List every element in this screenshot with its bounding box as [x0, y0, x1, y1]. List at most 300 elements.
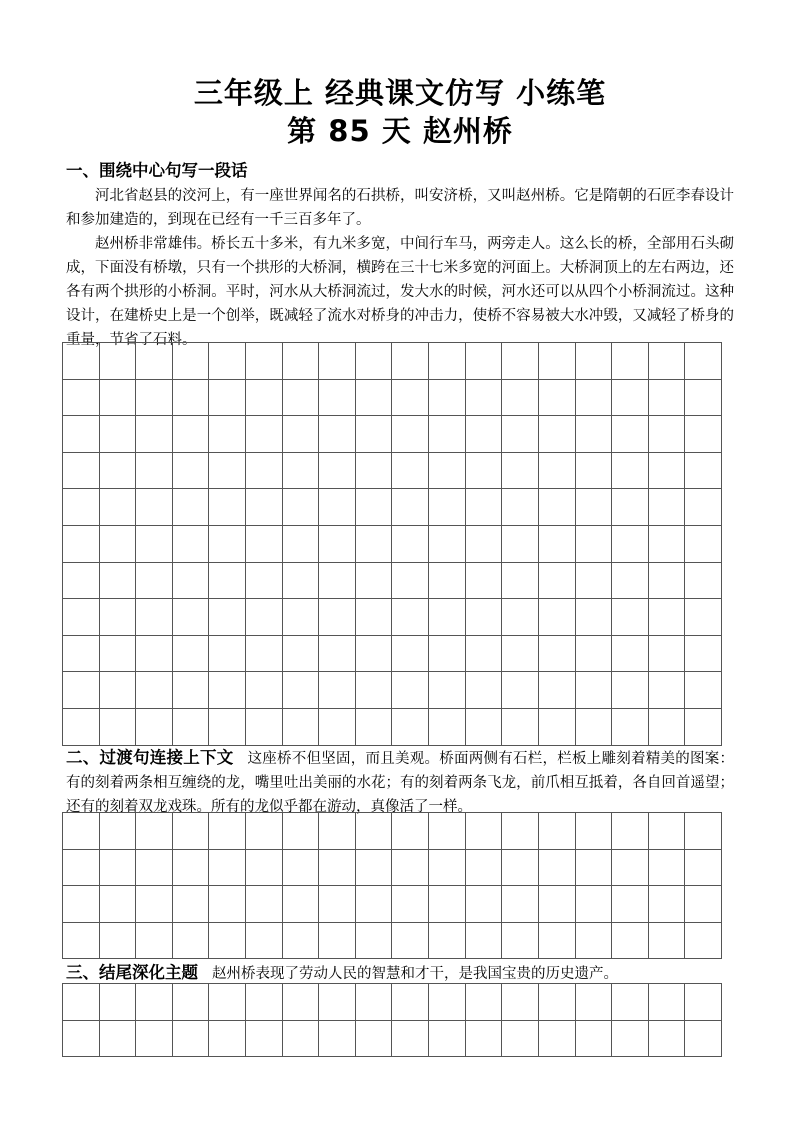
grid-cell[interactable] [283, 1021, 320, 1058]
grid-cell[interactable] [649, 923, 686, 960]
grid-cell[interactable] [319, 526, 356, 563]
grid-cell[interactable] [502, 1021, 539, 1058]
grid-cell[interactable] [502, 526, 539, 563]
grid-cell[interactable] [539, 886, 576, 923]
grid-cell[interactable] [502, 563, 539, 600]
grid-cell[interactable] [246, 380, 283, 417]
grid-cell[interactable] [576, 636, 613, 673]
grid-cell[interactable] [612, 563, 649, 600]
grid-cell[interactable] [502, 984, 539, 1021]
grid-cell[interactable] [649, 709, 686, 746]
grid-cell[interactable] [209, 636, 246, 673]
grid-cell[interactable] [63, 813, 100, 850]
grid-cell[interactable] [100, 416, 137, 453]
writing-grid-2[interactable] [62, 812, 722, 959]
grid-cell[interactable] [502, 380, 539, 417]
grid-cell[interactable] [356, 984, 393, 1021]
grid-cell[interactable] [246, 343, 283, 380]
grid-cell[interactable] [576, 984, 613, 1021]
grid-cell[interactable] [576, 886, 613, 923]
grid-cell[interactable] [136, 813, 173, 850]
grid-cell[interactable] [612, 453, 649, 490]
grid-cell[interactable] [539, 1021, 576, 1058]
grid-cell[interactable] [502, 709, 539, 746]
grid-cell[interactable] [100, 636, 137, 673]
grid-cell[interactable] [356, 636, 393, 673]
grid-cell[interactable] [392, 343, 429, 380]
grid-cell[interactable] [173, 984, 210, 1021]
grid-cell[interactable] [466, 1021, 503, 1058]
grid-cell[interactable] [283, 343, 320, 380]
grid-cell[interactable] [649, 672, 686, 709]
grid-cell[interactable] [466, 636, 503, 673]
grid-cell[interactable] [429, 489, 466, 526]
grid-cell[interactable] [612, 599, 649, 636]
grid-cell[interactable] [100, 886, 137, 923]
grid-cell[interactable] [429, 416, 466, 453]
grid-cell[interactable] [612, 416, 649, 453]
grid-cell[interactable] [246, 489, 283, 526]
grid-cell[interactable] [649, 380, 686, 417]
grid-cell[interactable] [63, 636, 100, 673]
grid-cell[interactable] [429, 850, 466, 887]
grid-cell[interactable] [136, 984, 173, 1021]
grid-cell[interactable] [63, 886, 100, 923]
grid-cell[interactable] [539, 923, 576, 960]
grid-cell[interactable] [612, 636, 649, 673]
grid-cell[interactable] [100, 850, 137, 887]
grid-cell[interactable] [173, 526, 210, 563]
grid-cell[interactable] [539, 453, 576, 490]
grid-cell[interactable] [649, 599, 686, 636]
grid-cell[interactable] [209, 489, 246, 526]
grid-cell[interactable] [173, 923, 210, 960]
grid-cell[interactable] [356, 343, 393, 380]
grid-cell[interactable] [100, 526, 137, 563]
grid-cell[interactable] [209, 380, 246, 417]
grid-cell[interactable] [466, 343, 503, 380]
grid-cell[interactable] [685, 886, 722, 923]
grid-cell[interactable] [466, 599, 503, 636]
grid-cell[interactable] [466, 850, 503, 887]
grid-cell[interactable] [392, 886, 429, 923]
grid-cell[interactable] [136, 1021, 173, 1058]
grid-cell[interactable] [100, 672, 137, 709]
grid-cell[interactable] [356, 709, 393, 746]
grid-cell[interactable] [100, 923, 137, 960]
grid-cell[interactable] [576, 343, 613, 380]
grid-cell[interactable] [63, 850, 100, 887]
grid-cell[interactable] [136, 886, 173, 923]
grid-cell[interactable] [173, 850, 210, 887]
grid-cell[interactable] [612, 923, 649, 960]
grid-cell[interactable] [539, 636, 576, 673]
grid-cell[interactable] [63, 709, 100, 746]
grid-cell[interactable] [466, 923, 503, 960]
grid-cell[interactable] [173, 489, 210, 526]
grid-cell[interactable] [356, 672, 393, 709]
grid-cell[interactable] [136, 489, 173, 526]
grid-cell[interactable] [612, 380, 649, 417]
grid-cell[interactable] [612, 343, 649, 380]
grid-cell[interactable] [283, 563, 320, 600]
grid-cell[interactable] [246, 886, 283, 923]
grid-cell[interactable] [466, 813, 503, 850]
grid-cell[interactable] [63, 453, 100, 490]
grid-cell[interactable] [685, 850, 722, 887]
grid-cell[interactable] [576, 1021, 613, 1058]
grid-cell[interactable] [209, 343, 246, 380]
grid-cell[interactable] [539, 343, 576, 380]
grid-cell[interactable] [100, 984, 137, 1021]
grid-cell[interactable] [283, 886, 320, 923]
grid-cell[interactable] [173, 636, 210, 673]
grid-cell[interactable] [356, 563, 393, 600]
grid-cell[interactable] [539, 709, 576, 746]
grid-cell[interactable] [392, 380, 429, 417]
grid-cell[interactable] [685, 416, 722, 453]
grid-cell[interactable] [100, 343, 137, 380]
grid-cell[interactable] [576, 709, 613, 746]
grid-cell[interactable] [319, 453, 356, 490]
grid-cell[interactable] [319, 599, 356, 636]
grid-cell[interactable] [246, 453, 283, 490]
grid-cell[interactable] [649, 636, 686, 673]
grid-cell[interactable] [173, 599, 210, 636]
grid-cell[interactable] [392, 813, 429, 850]
grid-cell[interactable] [319, 1021, 356, 1058]
grid-cell[interactable] [392, 672, 429, 709]
grid-cell[interactable] [685, 563, 722, 600]
grid-cell[interactable] [392, 563, 429, 600]
grid-cell[interactable] [246, 416, 283, 453]
grid-cell[interactable] [649, 343, 686, 380]
grid-cell[interactable] [649, 1021, 686, 1058]
grid-cell[interactable] [63, 599, 100, 636]
grid-cell[interactable] [209, 563, 246, 600]
grid-cell[interactable] [539, 813, 576, 850]
grid-cell[interactable] [246, 709, 283, 746]
grid-cell[interactable] [209, 416, 246, 453]
grid-cell[interactable] [136, 416, 173, 453]
grid-cell[interactable] [319, 672, 356, 709]
grid-cell[interactable] [612, 1021, 649, 1058]
grid-cell[interactable] [173, 416, 210, 453]
grid-cell[interactable] [466, 416, 503, 453]
grid-cell[interactable] [466, 886, 503, 923]
grid-cell[interactable] [539, 672, 576, 709]
grid-cell[interactable] [392, 416, 429, 453]
grid-cell[interactable] [685, 599, 722, 636]
grid-cell[interactable] [685, 526, 722, 563]
grid-cell[interactable] [319, 813, 356, 850]
grid-cell[interactable] [283, 984, 320, 1021]
grid-cell[interactable] [502, 599, 539, 636]
grid-cell[interactable] [173, 343, 210, 380]
grid-cell[interactable] [100, 563, 137, 600]
grid-cell[interactable] [649, 489, 686, 526]
grid-cell[interactable] [136, 453, 173, 490]
grid-cell[interactable] [429, 599, 466, 636]
grid-cell[interactable] [576, 923, 613, 960]
grid-cell[interactable] [502, 489, 539, 526]
grid-cell[interactable] [392, 850, 429, 887]
grid-cell[interactable] [246, 672, 283, 709]
grid-cell[interactable] [392, 709, 429, 746]
grid-cell[interactable] [576, 813, 613, 850]
grid-cell[interactable] [319, 923, 356, 960]
grid-cell[interactable] [209, 813, 246, 850]
grid-cell[interactable] [283, 923, 320, 960]
grid-cell[interactable] [100, 453, 137, 490]
grid-cell[interactable] [136, 563, 173, 600]
grid-cell[interactable] [466, 563, 503, 600]
grid-cell[interactable] [356, 380, 393, 417]
grid-cell[interactable] [539, 984, 576, 1021]
grid-cell[interactable] [209, 672, 246, 709]
grid-cell[interactable] [649, 886, 686, 923]
grid-cell[interactable] [136, 709, 173, 746]
grid-cell[interactable] [173, 886, 210, 923]
grid-cell[interactable] [246, 599, 283, 636]
grid-cell[interactable] [319, 343, 356, 380]
grid-cell[interactable] [429, 526, 466, 563]
grid-cell[interactable] [136, 380, 173, 417]
grid-cell[interactable] [283, 636, 320, 673]
grid-cell[interactable] [649, 984, 686, 1021]
grid-cell[interactable] [392, 453, 429, 490]
grid-cell[interactable] [173, 1021, 210, 1058]
grid-cell[interactable] [100, 599, 137, 636]
grid-cell[interactable] [283, 709, 320, 746]
grid-cell[interactable] [63, 923, 100, 960]
grid-cell[interactable] [539, 489, 576, 526]
grid-cell[interactable] [576, 850, 613, 887]
grid-cell[interactable] [246, 850, 283, 887]
grid-cell[interactable] [502, 923, 539, 960]
grid-cell[interactable] [466, 709, 503, 746]
grid-cell[interactable] [209, 850, 246, 887]
grid-cell[interactable] [173, 709, 210, 746]
grid-cell[interactable] [319, 886, 356, 923]
grid-cell[interactable] [173, 672, 210, 709]
grid-cell[interactable] [502, 850, 539, 887]
grid-cell[interactable] [209, 984, 246, 1021]
grid-cell[interactable] [246, 984, 283, 1021]
grid-cell[interactable] [209, 453, 246, 490]
writing-grid-3[interactable] [62, 983, 722, 1057]
grid-cell[interactable] [136, 636, 173, 673]
grid-cell[interactable] [63, 526, 100, 563]
grid-cell[interactable] [466, 984, 503, 1021]
grid-cell[interactable] [685, 984, 722, 1021]
grid-cell[interactable] [63, 1021, 100, 1058]
grid-cell[interactable] [539, 850, 576, 887]
grid-cell[interactable] [685, 343, 722, 380]
grid-cell[interactable] [209, 709, 246, 746]
grid-cell[interactable] [209, 1021, 246, 1058]
grid-cell[interactable] [246, 526, 283, 563]
grid-cell[interactable] [539, 563, 576, 600]
grid-cell[interactable] [649, 813, 686, 850]
grid-cell[interactable] [136, 923, 173, 960]
grid-cell[interactable] [576, 599, 613, 636]
grid-cell[interactable] [539, 599, 576, 636]
grid-cell[interactable] [283, 526, 320, 563]
grid-cell[interactable] [63, 416, 100, 453]
grid-cell[interactable] [319, 709, 356, 746]
grid-cell[interactable] [429, 453, 466, 490]
grid-cell[interactable] [685, 636, 722, 673]
grid-cell[interactable] [612, 709, 649, 746]
grid-cell[interactable] [685, 1021, 722, 1058]
grid-cell[interactable] [136, 599, 173, 636]
grid-cell[interactable] [429, 709, 466, 746]
grid-cell[interactable] [649, 453, 686, 490]
grid-cell[interactable] [576, 563, 613, 600]
grid-cell[interactable] [502, 416, 539, 453]
grid-cell[interactable] [576, 526, 613, 563]
grid-cell[interactable] [502, 672, 539, 709]
grid-cell[interactable] [319, 636, 356, 673]
grid-cell[interactable] [356, 416, 393, 453]
grid-cell[interactable] [685, 453, 722, 490]
grid-cell[interactable] [173, 380, 210, 417]
grid-cell[interactable] [466, 453, 503, 490]
grid-cell[interactable] [283, 813, 320, 850]
grid-cell[interactable] [136, 672, 173, 709]
grid-cell[interactable] [685, 813, 722, 850]
grid-cell[interactable] [612, 984, 649, 1021]
writing-grid-1[interactable] [62, 342, 722, 746]
grid-cell[interactable] [392, 526, 429, 563]
grid-cell[interactable] [100, 380, 137, 417]
grid-cell[interactable] [63, 380, 100, 417]
grid-cell[interactable] [319, 850, 356, 887]
grid-cell[interactable] [392, 599, 429, 636]
grid-cell[interactable] [429, 1021, 466, 1058]
grid-cell[interactable] [173, 813, 210, 850]
grid-cell[interactable] [502, 343, 539, 380]
grid-cell[interactable] [136, 850, 173, 887]
grid-cell[interactable] [429, 672, 466, 709]
grid-cell[interactable] [209, 923, 246, 960]
grid-cell[interactable] [649, 563, 686, 600]
grid-cell[interactable] [173, 563, 210, 600]
grid-cell[interactable] [612, 489, 649, 526]
grid-cell[interactable] [283, 380, 320, 417]
grid-cell[interactable] [319, 489, 356, 526]
grid-cell[interactable] [466, 672, 503, 709]
grid-cell[interactable] [319, 563, 356, 600]
grid-cell[interactable] [649, 526, 686, 563]
grid-cell[interactable] [356, 813, 393, 850]
grid-cell[interactable] [685, 672, 722, 709]
grid-cell[interactable] [502, 886, 539, 923]
grid-cell[interactable] [246, 923, 283, 960]
grid-cell[interactable] [100, 709, 137, 746]
grid-cell[interactable] [136, 526, 173, 563]
grid-cell[interactable] [649, 416, 686, 453]
grid-cell[interactable] [576, 380, 613, 417]
grid-cell[interactable] [429, 636, 466, 673]
grid-cell[interactable] [173, 453, 210, 490]
grid-cell[interactable] [429, 813, 466, 850]
grid-cell[interactable] [429, 886, 466, 923]
grid-cell[interactable] [246, 813, 283, 850]
grid-cell[interactable] [649, 850, 686, 887]
grid-cell[interactable] [576, 453, 613, 490]
grid-cell[interactable] [356, 453, 393, 490]
grid-cell[interactable] [392, 984, 429, 1021]
grid-cell[interactable] [685, 380, 722, 417]
grid-cell[interactable] [319, 984, 356, 1021]
grid-cell[interactable] [392, 1021, 429, 1058]
grid-cell[interactable] [283, 489, 320, 526]
grid-cell[interactable] [63, 489, 100, 526]
grid-cell[interactable] [283, 453, 320, 490]
grid-cell[interactable] [502, 636, 539, 673]
grid-cell[interactable] [539, 380, 576, 417]
grid-cell[interactable] [429, 923, 466, 960]
grid-cell[interactable] [356, 489, 393, 526]
grid-cell[interactable] [356, 1021, 393, 1058]
grid-cell[interactable] [685, 489, 722, 526]
grid-cell[interactable] [356, 923, 393, 960]
grid-cell[interactable] [136, 343, 173, 380]
grid-cell[interactable] [612, 526, 649, 563]
grid-cell[interactable] [283, 850, 320, 887]
grid-cell[interactable] [209, 526, 246, 563]
grid-cell[interactable] [246, 563, 283, 600]
grid-cell[interactable] [539, 416, 576, 453]
grid-cell[interactable] [319, 416, 356, 453]
grid-cell[interactable] [466, 526, 503, 563]
grid-cell[interactable] [392, 489, 429, 526]
grid-cell[interactable] [612, 886, 649, 923]
grid-cell[interactable] [246, 1021, 283, 1058]
grid-cell[interactable] [356, 526, 393, 563]
grid-cell[interactable] [356, 599, 393, 636]
grid-cell[interactable] [539, 526, 576, 563]
grid-cell[interactable] [209, 886, 246, 923]
grid-cell[interactable] [246, 636, 283, 673]
grid-cell[interactable] [576, 489, 613, 526]
grid-cell[interactable] [100, 813, 137, 850]
grid-cell[interactable] [63, 984, 100, 1021]
grid-cell[interactable] [429, 984, 466, 1021]
grid-cell[interactable] [392, 923, 429, 960]
grid-cell[interactable] [685, 709, 722, 746]
grid-cell[interactable] [209, 599, 246, 636]
grid-cell[interactable] [100, 489, 137, 526]
grid-cell[interactable] [283, 599, 320, 636]
grid-cell[interactable] [319, 380, 356, 417]
grid-cell[interactable] [466, 380, 503, 417]
grid-cell[interactable] [63, 563, 100, 600]
grid-cell[interactable] [576, 672, 613, 709]
grid-cell[interactable] [612, 672, 649, 709]
grid-cell[interactable] [685, 923, 722, 960]
grid-cell[interactable] [612, 850, 649, 887]
grid-cell[interactable] [100, 1021, 137, 1058]
grid-cell[interactable] [612, 813, 649, 850]
grid-cell[interactable] [429, 380, 466, 417]
grid-cell[interactable] [466, 489, 503, 526]
grid-cell[interactable] [429, 563, 466, 600]
grid-cell[interactable] [356, 886, 393, 923]
grid-cell[interactable] [283, 672, 320, 709]
